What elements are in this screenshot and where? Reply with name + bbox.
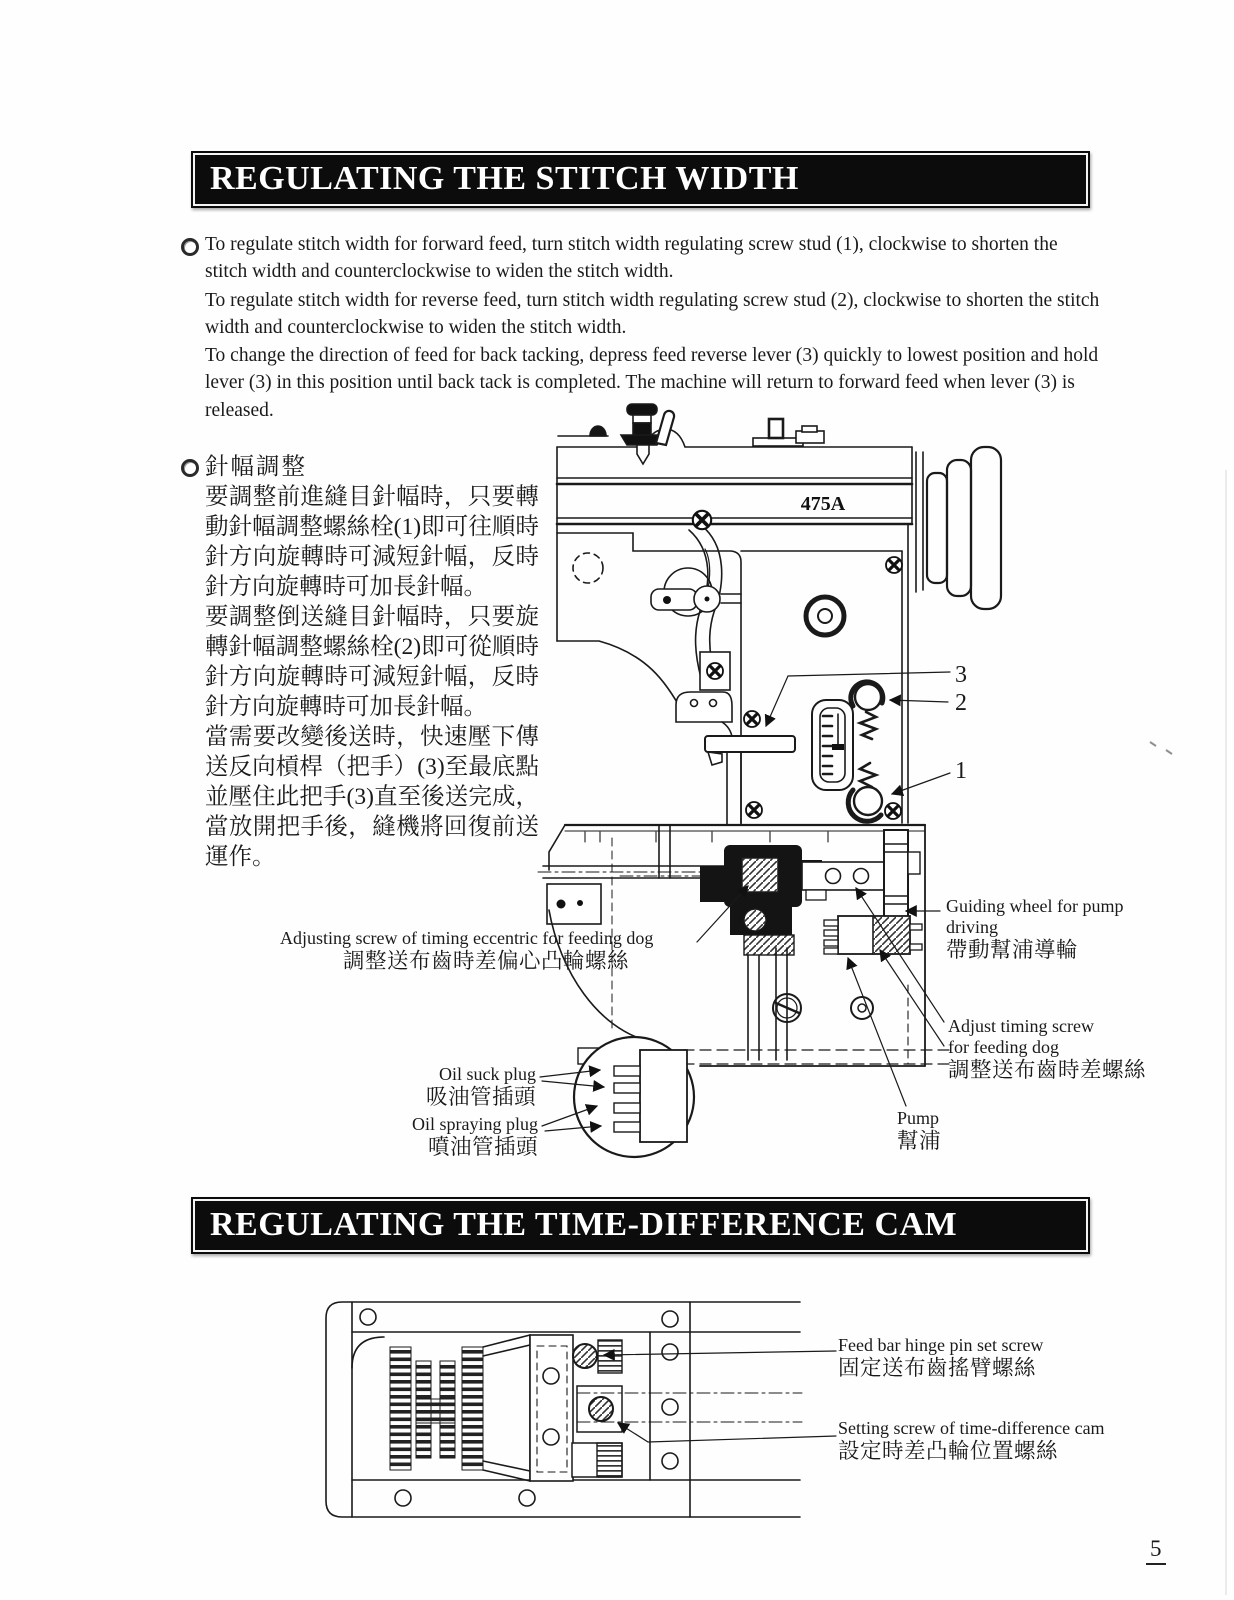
section-header-time-difference-cam	[191, 1197, 1090, 1254]
label-en: Adjusting screw of timing eccentric for feeding dog	[280, 928, 654, 948]
zh-paragraph-back-tack: 當需要改變後送時，快速壓下傳送反向槓桿（把手）(3)至最底點並壓住此把手(3)直至後送完成，當放開把手後，縫機將回復前送運作。	[205, 724, 539, 870]
label-adjust-timing-screw	[948, 1016, 1168, 1084]
label-en: Oil suck plug	[439, 1064, 536, 1084]
chinese-heading: 針幅調整	[205, 454, 307, 480]
label-zh: 吸油管插頭	[425, 1085, 536, 1110]
bullet-icon	[181, 238, 199, 256]
scan-speck	[1150, 742, 1172, 754]
label-en: Oil spraying plug	[412, 1114, 538, 1134]
label-en: Adjust timing screw	[948, 1016, 1094, 1036]
label-en: Feed bar hinge pin set screw	[838, 1335, 1044, 1355]
chinese-instructions	[205, 452, 539, 872]
label-en: driving	[946, 917, 998, 938]
label-en: for feeding dog	[948, 1037, 1059, 1058]
paragraph-forward-feed: To regulate stitch width for forward feed, turn stitch width regulating screw stud (1), clockwise to shorten the stitch width and counterclockwise to widen the stitch width.	[205, 234, 1058, 283]
stitch-width-diagram	[538, 404, 1001, 1157]
label-oil-suck-plug	[400, 1064, 536, 1111]
label-feed-bar-hinge-pin	[838, 1335, 1098, 1382]
time-difference-cam-diagram	[326, 1302, 836, 1517]
callout-3: 3	[955, 662, 967, 688]
label-zh: 噴油管插頭	[427, 1135, 538, 1160]
label-pump	[897, 1108, 997, 1155]
label-en: Guiding wheel for pump	[946, 896, 1124, 916]
callout-1: 1	[955, 758, 967, 784]
zh-paragraph-reverse: 要調整倒送縫目針幅時，只要旋轉針幅調整螺絲栓(2)即可從順時針方向旋轉時可減短針幅，反時針方向旋轉時可加長針幅。	[205, 604, 539, 720]
section-title: REGULATING THE TIME-DIFFERENCE CAM	[210, 1206, 958, 1243]
page-number: 5	[1146, 1536, 1166, 1565]
section-header-stitch-width	[191, 151, 1090, 208]
label-zh: 調整送布齒時差偏心凸輪螺絲	[342, 949, 629, 974]
label-en: Pump	[897, 1108, 940, 1128]
section-title: REGULATING THE STITCH WIDTH	[210, 160, 799, 197]
label-zh: 設定時差凸輪位置螺絲	[838, 1439, 1059, 1464]
model-number-label: 475A	[800, 493, 846, 515]
label-zh: 固定送布齒搖臂螺絲	[838, 1356, 1037, 1381]
zh-paragraph-forward: 要調整前進縫目針幅時，只要轉動針幅調整螺絲栓(1)即可往順時針方向旋轉時可減短針幅，反時針方向旋轉時可加長針幅。	[205, 484, 539, 600]
label-oil-spraying-plug	[398, 1114, 538, 1161]
label-en: Setting screw of time-difference cam	[838, 1418, 1105, 1438]
english-instructions	[205, 231, 1102, 425]
label-guiding-wheel	[946, 896, 1146, 964]
callout-2: 2	[955, 690, 967, 716]
label-zh: 帶動幫浦導輪	[946, 938, 1079, 963]
bullet-icon	[181, 459, 199, 477]
label-zh: 幫浦	[897, 1129, 942, 1154]
paragraph-reverse-feed: To regulate stitch width for reverse feed, turn stitch width regulating screw stud (2), clockwise to shorten the stitch width and counterclockwise to widen the stitch width.	[205, 289, 1100, 338]
label-adjusting-screw-timing-eccentric	[280, 928, 692, 975]
paragraph-back-tacking: To change the direction of feed for back tacking, depress feed reverse lever (3) quickly to lowest position and hold lever (3) in this position until back tack is completed. The machine will return to forward feed when lever (3) is released.	[205, 345, 1099, 421]
label-setting-screw-cam	[838, 1418, 1118, 1465]
label-zh: 調整送布齒時差螺絲	[948, 1058, 1147, 1083]
